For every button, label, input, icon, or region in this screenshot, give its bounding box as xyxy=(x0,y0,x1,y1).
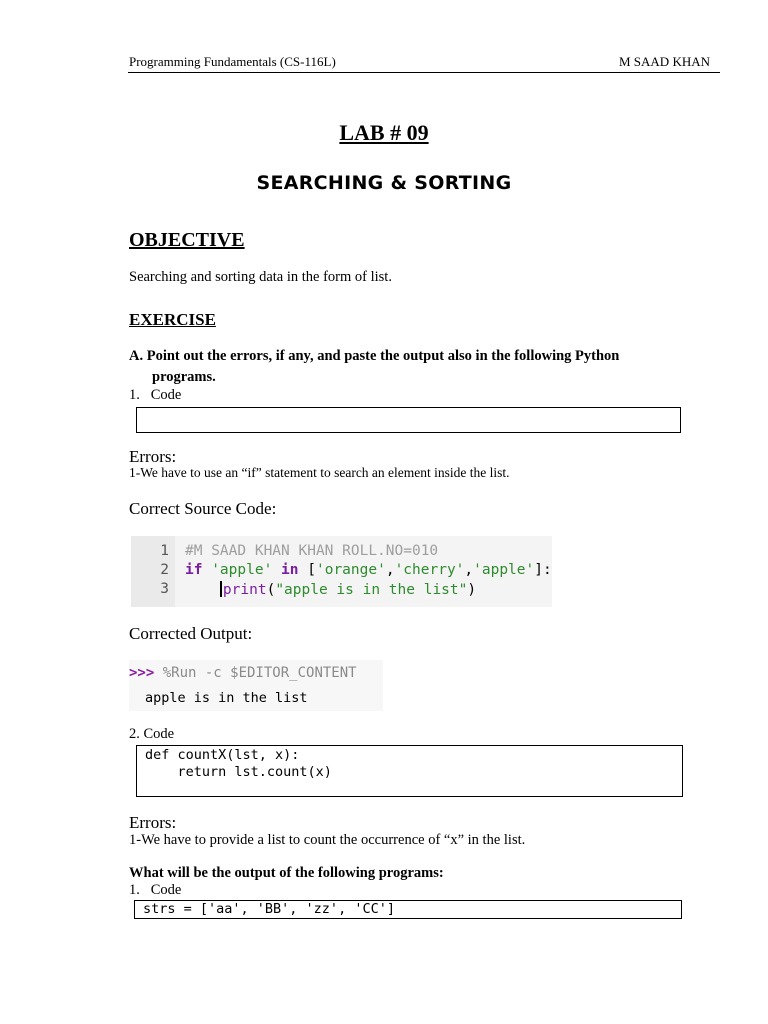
correct-code-heading: Correct Source Code: xyxy=(129,499,277,518)
code-comment-line: #M SAAD KHAN KHAN ROLL.NO=010 xyxy=(185,543,439,559)
code2-line2: return lst.count(x) xyxy=(145,764,332,780)
errors1-heading: Errors: xyxy=(129,447,177,466)
fn-print: print xyxy=(222,582,267,598)
paren-open: ( xyxy=(266,582,276,598)
code-editor-screenshot xyxy=(131,536,552,607)
shell-output: apple is in the list xyxy=(145,690,308,706)
bracket-open: [ xyxy=(307,562,316,578)
part-a-instruction-line1: A. Point out the errors, if any, and paste the output also in the following Python xyxy=(129,348,620,364)
errors2-heading: Errors: xyxy=(129,813,177,832)
part-a-instruction-line2: programs. xyxy=(152,369,216,385)
author-header: M SAAD KHAN xyxy=(618,54,710,69)
kw-if: if xyxy=(185,562,203,578)
shell-output-screenshot xyxy=(129,660,383,711)
lab-title: LAB # 09 xyxy=(339,120,429,145)
str-apple-2: 'apple' xyxy=(473,562,535,578)
paren-close: ) xyxy=(467,582,477,598)
kw-in: in xyxy=(281,562,299,578)
errors1-text: 1-We have to use an “if” statement to search an element inside the list. xyxy=(129,465,510,480)
output-heading: Corrected Output: xyxy=(129,624,253,643)
indent xyxy=(185,582,220,598)
objective-heading: OBJECTIVE xyxy=(129,229,245,251)
output-question: What will be the output of the following programs: xyxy=(129,865,444,881)
bracket-close: ]: xyxy=(534,562,552,578)
line-number: 2 xyxy=(160,562,169,578)
item3-label: 1. Code xyxy=(129,882,182,898)
comma: , xyxy=(464,562,474,578)
lab-subtitle: SEARCHING & SORTING xyxy=(256,172,512,194)
code2-line1: def countX(lst, x): xyxy=(145,747,300,763)
item1-label: 1. Code xyxy=(129,387,182,403)
course-header: Programming Fundamentals (CS-116L) xyxy=(129,54,336,69)
code2-box xyxy=(136,745,683,797)
str-apple: 'apple' xyxy=(211,562,273,578)
header-rule xyxy=(128,72,720,73)
exercise-heading: EXERCISE xyxy=(129,310,216,329)
shell-command-line xyxy=(129,665,357,681)
item2-label: 2. Code xyxy=(129,726,175,742)
code3-line1: strs = ['aa', 'BB', 'zz', 'CC'] xyxy=(143,901,395,917)
code1-box xyxy=(136,407,681,433)
comma: , xyxy=(385,562,395,578)
objective-text: Searching and sorting data in the form of list. xyxy=(129,269,392,285)
str-message: "apple is in the list" xyxy=(275,582,468,598)
errors2-text: 1-We have to provide a list to count the occurrence of “x” in the list. xyxy=(129,832,526,848)
str-cherry: 'cherry' xyxy=(394,562,465,578)
line-number: 1 xyxy=(160,543,169,559)
code-line-3 xyxy=(185,581,476,598)
str-orange: 'orange' xyxy=(315,562,386,578)
shell-prompt: >>> xyxy=(129,665,155,681)
code3-box xyxy=(134,900,682,919)
shell-command: %Run -c $EDITOR_CONTENT xyxy=(162,665,357,681)
text-cursor xyxy=(220,581,222,597)
code-line-2 xyxy=(185,562,552,578)
line-number: 3 xyxy=(160,581,169,597)
